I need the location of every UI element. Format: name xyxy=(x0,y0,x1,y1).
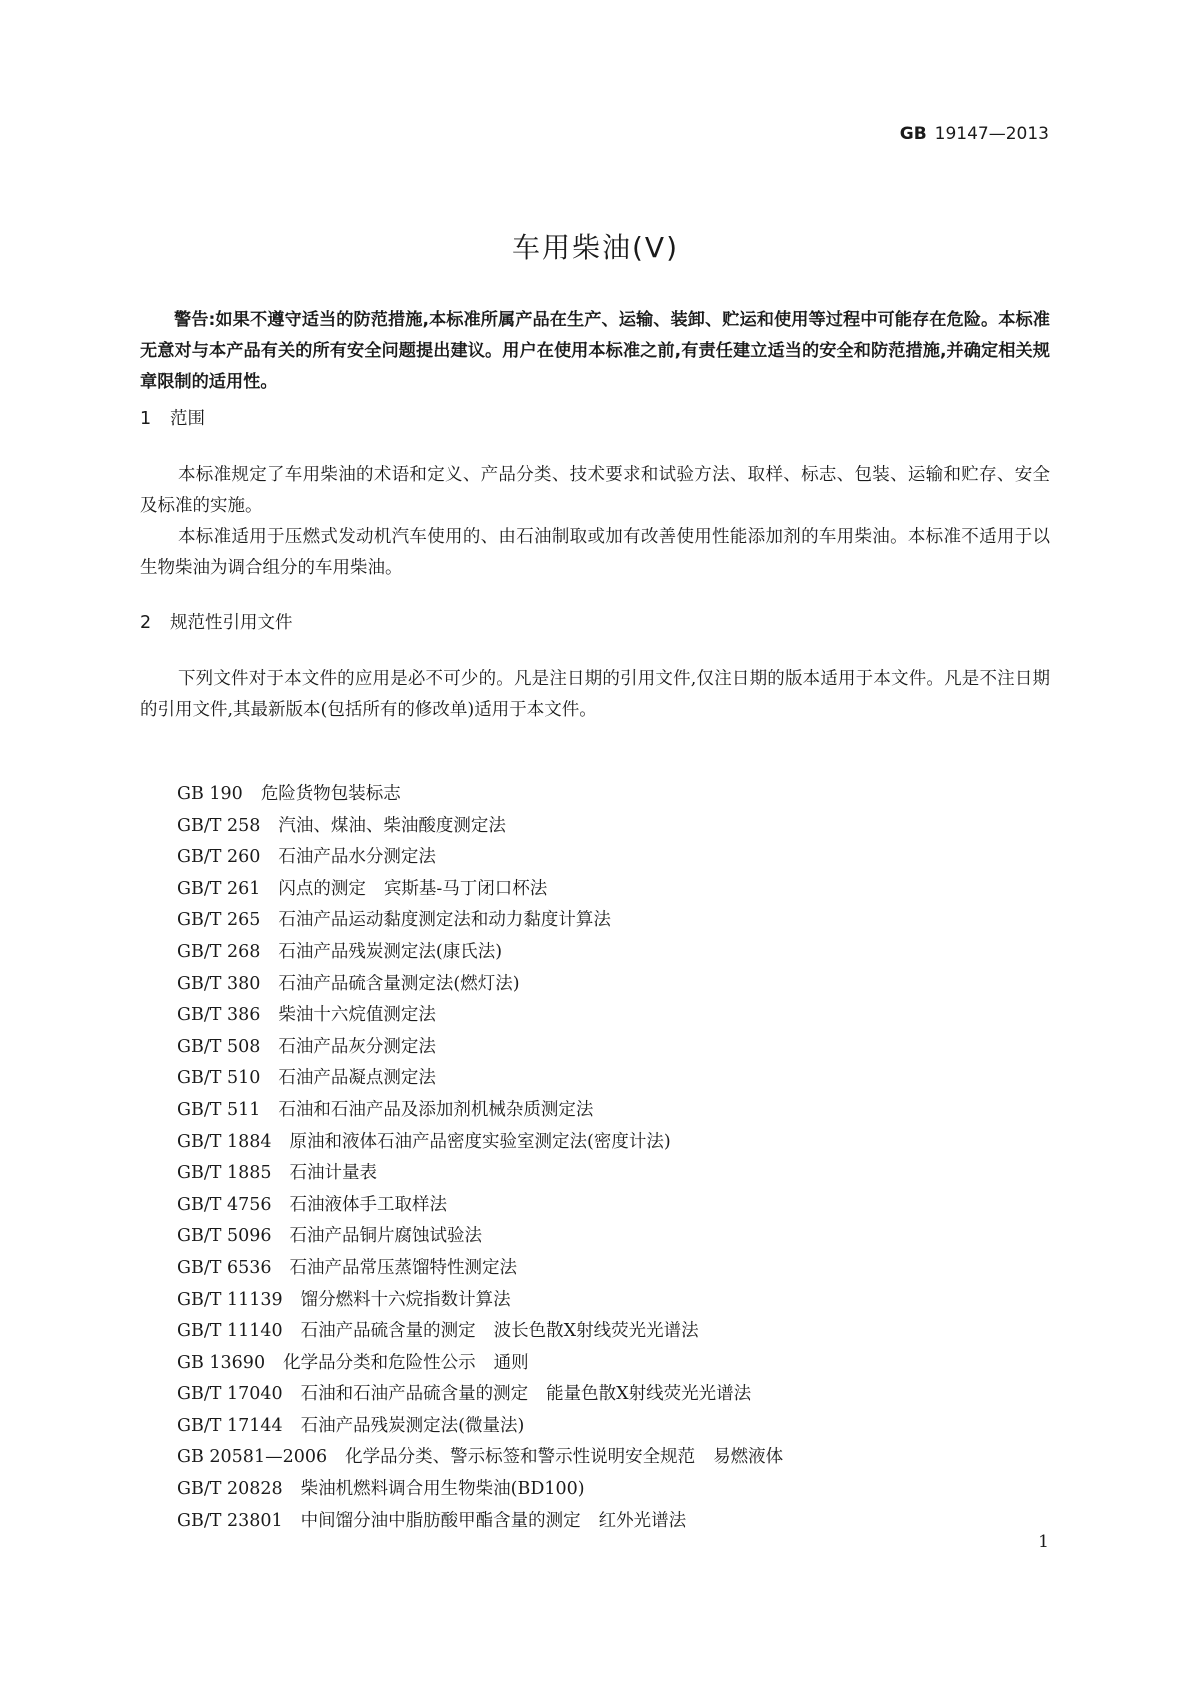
reference-subtitle: 波长色散X射线荧光光谱法 xyxy=(493,1321,699,1342)
reference-item xyxy=(177,1316,783,1348)
reference-code: GB/T 268 xyxy=(177,941,261,962)
reference-item xyxy=(177,1158,783,1190)
reference-title: 石油产品凝点测定法 xyxy=(278,1068,436,1089)
standard-code-number: 19147—2013 xyxy=(934,124,1049,144)
reference-code: GB/T 261 xyxy=(177,878,261,899)
reference-item xyxy=(177,969,783,1001)
reference-item xyxy=(177,1190,783,1222)
reference-code: GB/T 1884 xyxy=(177,1131,272,1152)
reference-code: GB/T 17040 xyxy=(177,1384,283,1405)
section-2-intro: 下列文件对于本文件的应用是必不可少的。凡是注日期的引用文件,仅注日期的版本适用于本文件。凡是不注日期的引用文件,其最新版本(包括所有的修改单)适用于本文件。 xyxy=(140,669,1050,720)
reference-title: 危险货物包装标志 xyxy=(260,784,401,804)
reference-code: GB/T 11139 xyxy=(177,1289,283,1310)
page-number: 1 xyxy=(1038,1532,1049,1552)
reference-title: 中间馏分油中脂肪酸甲酯含量的测定 xyxy=(300,1510,581,1531)
reference-code: GB/T 4756 xyxy=(177,1194,272,1215)
reference-code: GB 190 xyxy=(177,784,243,804)
reference-item xyxy=(177,1000,783,1032)
reference-subtitle: 红外光谱法 xyxy=(598,1510,687,1531)
section-1-title: 范围 xyxy=(170,409,205,429)
reference-subtitle: 通则 xyxy=(493,1352,529,1373)
section-1-number: 1 xyxy=(140,409,152,429)
reference-title: 汽油、煤油、柴油酸度测定法 xyxy=(278,815,506,836)
reference-code: GB/T 510 xyxy=(177,1068,261,1089)
reference-title: 石油产品运动黏度测定法和动力黏度计算法 xyxy=(278,910,611,931)
reference-title: 石油产品残炭测定法(微量法) xyxy=(300,1415,525,1436)
standard-number xyxy=(900,124,1049,144)
reference-item xyxy=(177,937,783,969)
reference-item xyxy=(177,1032,783,1064)
reference-item xyxy=(177,779,783,811)
reference-title: 石油计量表 xyxy=(289,1163,378,1184)
reference-subtitle: 易燃液体 xyxy=(713,1447,784,1468)
reference-item xyxy=(177,1253,783,1285)
reference-code: GB/T 386 xyxy=(177,1005,261,1026)
reference-code: GB/T 20828 xyxy=(177,1479,283,1500)
section-2-title: 规范性引用文件 xyxy=(170,613,293,633)
reference-title: 石油产品硫含量测定法(燃灯法) xyxy=(278,973,520,994)
reference-title: 石油和石油产品硫含量的测定 xyxy=(300,1384,529,1405)
reference-title: 化学品分类、警示标签和警示性说明安全规范 xyxy=(345,1447,696,1468)
reference-code: GB/T 17144 xyxy=(177,1415,283,1436)
reference-item xyxy=(177,874,783,906)
reference-title: 化学品分类和危险性公示 xyxy=(283,1352,476,1373)
reference-item xyxy=(177,1506,783,1538)
reference-title: 石油产品铜片腐蚀试验法 xyxy=(289,1226,483,1247)
reference-title: 柴油机燃料调合用生物柴油(BD100) xyxy=(300,1479,585,1500)
reference-item xyxy=(177,905,783,937)
reference-title: 石油产品硫含量的测定 xyxy=(300,1321,476,1342)
reference-code: GB/T 6536 xyxy=(177,1257,272,1278)
reference-code: GB/T 11140 xyxy=(177,1321,283,1342)
reference-title: 石油产品残炭测定法(康氏法) xyxy=(278,941,503,962)
reference-item xyxy=(177,1379,783,1411)
section-2-heading xyxy=(140,609,293,634)
reference-code: GB 20581—2006 xyxy=(177,1447,328,1468)
reference-item xyxy=(177,1474,783,1506)
section-1-heading xyxy=(140,405,205,430)
reference-title: 石油产品灰分测定法 xyxy=(278,1036,436,1057)
reference-list xyxy=(177,779,783,1537)
reference-title: 石油和石油产品及添加剂机械杂质测定法 xyxy=(278,1099,594,1120)
reference-code: GB/T 5096 xyxy=(177,1226,272,1247)
reference-code: GB/T 508 xyxy=(177,1036,261,1057)
reference-item xyxy=(177,1095,783,1127)
reference-title: 闪点的测定 xyxy=(278,878,366,899)
warning-paragraph: 警告:如果不遵守适当的防范措施,本标准所属产品在生产、运输、装卸、贮运和使用等过程中可能存在危险。本标准无意对与本产品有关的所有安全问题提出建议。用户在使用本标准之前,有责任建立适当的安全和防范措施,并确定相关规章限制的适用性。 xyxy=(140,310,1050,392)
reference-subtitle: 能量色散X射线荧光光谱法 xyxy=(546,1384,752,1405)
reference-item xyxy=(177,811,783,843)
reference-code: GB/T 380 xyxy=(177,973,261,994)
reference-code: GB/T 511 xyxy=(177,1099,261,1120)
reference-item xyxy=(177,1221,783,1253)
reference-item xyxy=(177,842,783,874)
reference-item xyxy=(177,1442,783,1474)
reference-code: GB 13690 xyxy=(177,1352,266,1373)
section-2-number: 2 xyxy=(140,613,152,633)
section-1-paragraph-1: 本标准规定了车用柴油的术语和定义、产品分类、技术要求和试验方法、取样、标志、包装、运输和贮存、安全及标准的实施。 xyxy=(140,465,1050,516)
reference-item xyxy=(177,1285,783,1317)
reference-code: GB/T 265 xyxy=(177,910,261,931)
reference-title: 石油液体手工取样法 xyxy=(289,1194,448,1215)
reference-code: GB/T 258 xyxy=(177,815,261,836)
reference-item xyxy=(177,1411,783,1443)
reference-code: GB/T 23801 xyxy=(177,1510,283,1531)
document-title: 车用柴油(Ⅴ) xyxy=(511,231,679,264)
standard-code-prefix: GB xyxy=(899,124,927,144)
reference-item xyxy=(177,1348,783,1380)
reference-subtitle: 宾斯基-马丁闭口杯法 xyxy=(383,878,548,899)
reference-title: 原油和液体石油产品密度实验室测定法(密度计法) xyxy=(289,1131,671,1152)
reference-item xyxy=(177,1127,783,1159)
reference-title: 石油产品常压蒸馏特性测定法 xyxy=(289,1257,518,1278)
reference-title: 石油产品水分测定法 xyxy=(278,847,436,868)
reference-item xyxy=(177,1063,783,1095)
reference-code: GB/T 1885 xyxy=(177,1163,272,1184)
reference-title: 馏分燃料十六烷指数计算法 xyxy=(300,1289,511,1310)
reference-title: 柴油十六烷值测定法 xyxy=(278,1005,436,1026)
reference-code: GB/T 260 xyxy=(177,847,261,868)
section-1-paragraph-2: 本标准适用于压燃式发动机汽车使用的、由石油制取或加有改善使用性能添加剂的车用柴油。本标准不适用于以生物柴油为调合组分的车用柴油。 xyxy=(140,527,1050,578)
